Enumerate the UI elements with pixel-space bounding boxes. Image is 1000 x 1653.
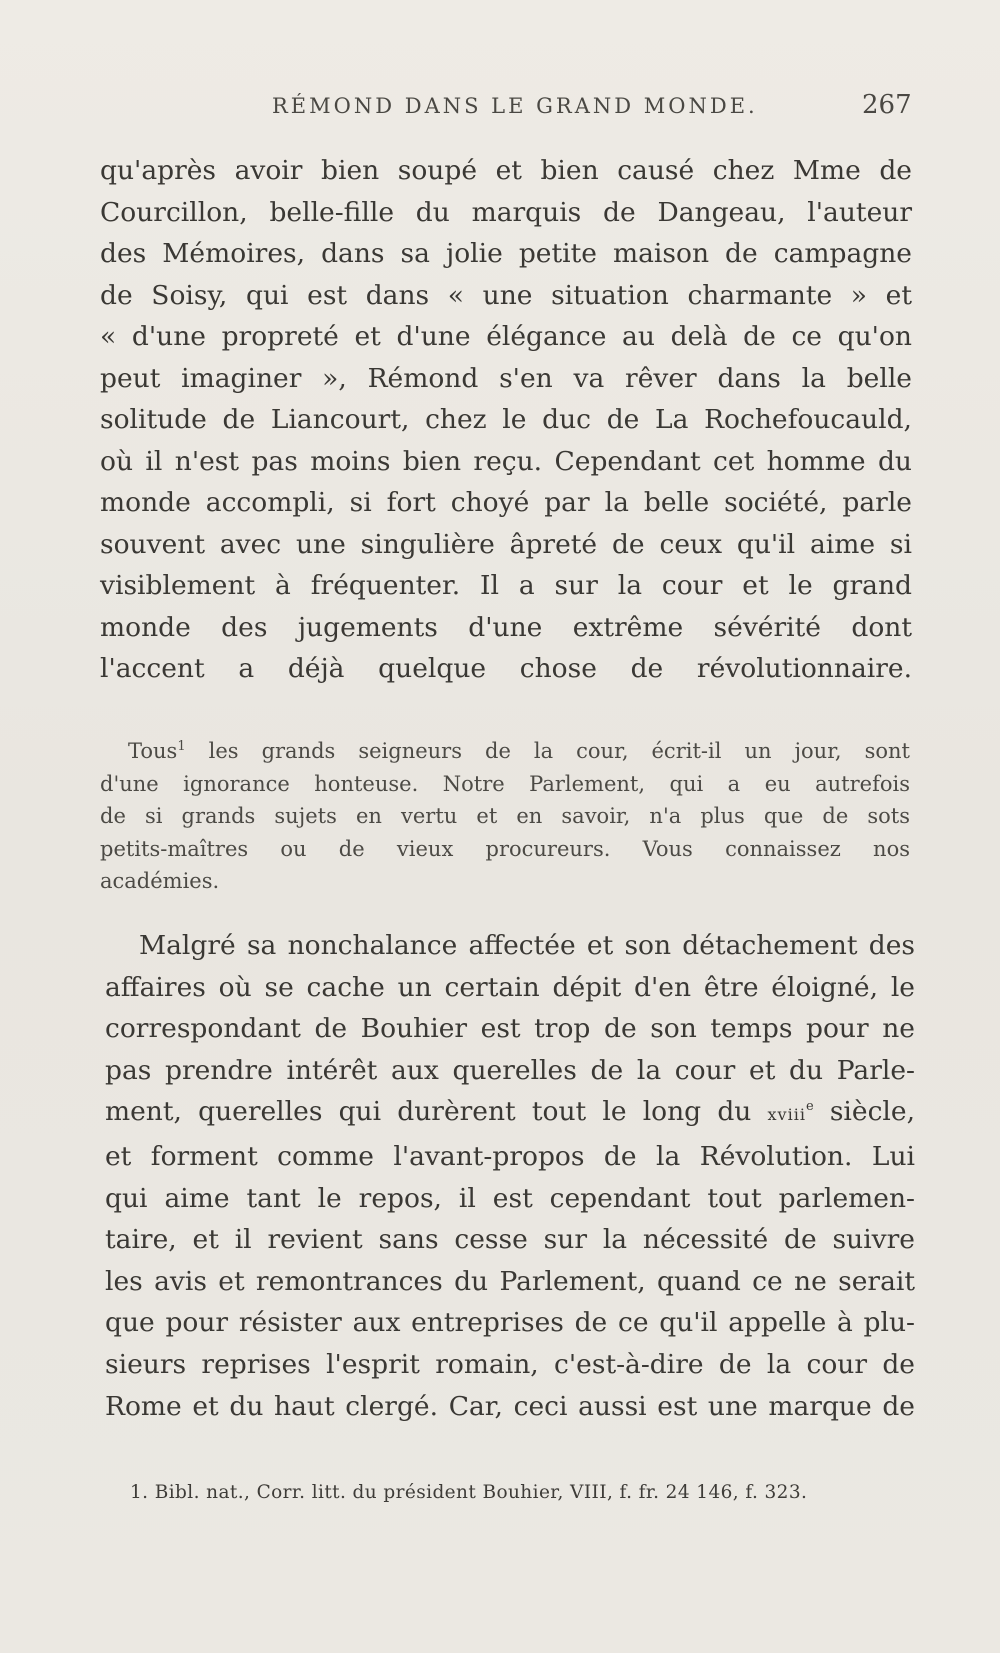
quote-line-text: les grands seigneurs de la cour, écrit-il un jour, sont (185, 739, 910, 763)
quote-line: petits-maîtres ou de vieux procureurs. Vous connaissez nos (100, 836, 910, 861)
text-line: des Mémoires, dans sa jolie petite maison de campagne (100, 238, 912, 269)
paragraph-1 (100, 150, 912, 690)
text-line: visiblement à fréquenter. Il a sur la cour et le grand (100, 570, 912, 601)
quote-first-word: Tous (128, 739, 178, 763)
text-fragment: ment, querelles qui durèrent tout le long du (105, 1096, 768, 1128)
quote-line: académies. (100, 869, 220, 893)
text-line (105, 1091, 915, 1136)
text-line: et forment comme l'avant-propos de la Révolution. Lui (105, 1140, 915, 1172)
text-line: qui aime tant le repos, il est cependant tout parlemen- (105, 1182, 915, 1214)
text-line: souvent avec une singulière âpreté de ceux qu'il aime si (100, 528, 912, 560)
text-line: Rome et du haut clergé. Car, ceci aussi est une marque de (105, 1390, 915, 1422)
quote-line: de si grands sujets en vertu et en savoir, n'a plus que de sots (100, 804, 910, 828)
footnote: 1. Bibl. nat., Corr. litt. du président Bouhier, VIII, f. fr. 24 146, f. 323. (130, 1482, 808, 1503)
text-line: Malgré sa nonchalance affectée et son détachement des (139, 930, 915, 961)
text-line: monde des jugements d'une extrême sévérité dont (100, 611, 912, 643)
text-line: Courcillon, belle-fille du marquis de Dangeau, l'auteur (100, 196, 912, 228)
paragraph-2 (105, 925, 915, 1427)
text-line: « d'une propreté et d'une élégance au delà de ce qu'on (100, 321, 912, 352)
text-line: solitude de Liancourt, chez le duc de La Rochefoucauld, (100, 404, 912, 435)
text-line: taire, et il revient sans cesse sur la nécessité de suivre (105, 1224, 915, 1256)
text-line: que pour résister aux entreprises de ce qu'il appelle à plu- (105, 1307, 915, 1339)
text-line: pas prendre intérêt aux querelles de la cour et du Parle- (105, 1054, 915, 1086)
text-line: l'accent a déjà quelque chose de révolutionnaire. (100, 653, 912, 684)
century-suffix: e (805, 1099, 814, 1115)
century-numeral: xviii (767, 1105, 806, 1125)
text-line: où il n'est pas moins bien reçu. Cependant cet homme du (100, 445, 912, 477)
running-head: RÉMOND DANS LE GRAND MONDE. (272, 94, 758, 118)
text-line: correspondant de Bouhier est trop de son temps pour ne (105, 1013, 915, 1045)
block-quote (100, 735, 910, 898)
text-line: de Soisy, qui est dans « une situation charmante » et (100, 279, 912, 311)
quote-line: d'une ignorance honteuse. Notre Parlement, qui a eu autrefois (100, 771, 910, 796)
text-line: affaires où se cache un certain dépit d'en être éloigné, le (105, 971, 915, 1003)
footnote-marker: 1 (177, 739, 186, 754)
text-line: peut imaginer », Rémond s'en va rêver dans la belle (100, 362, 912, 394)
text-line: sieurs reprises l'esprit romain, c'est-à-dire de la cour de (105, 1348, 915, 1380)
text-line: monde accompli, si fort choyé par la belle société, parle (100, 487, 912, 518)
text-fragment: siècle, (813, 1096, 916, 1128)
text-line: qu'après avoir bien soupé et bien causé chez Mme de (100, 155, 912, 186)
text-line: les avis et remontrances du Parlement, quand ce ne serait (105, 1265, 915, 1297)
quote-line (100, 735, 910, 768)
page-number: 267 (862, 90, 912, 120)
